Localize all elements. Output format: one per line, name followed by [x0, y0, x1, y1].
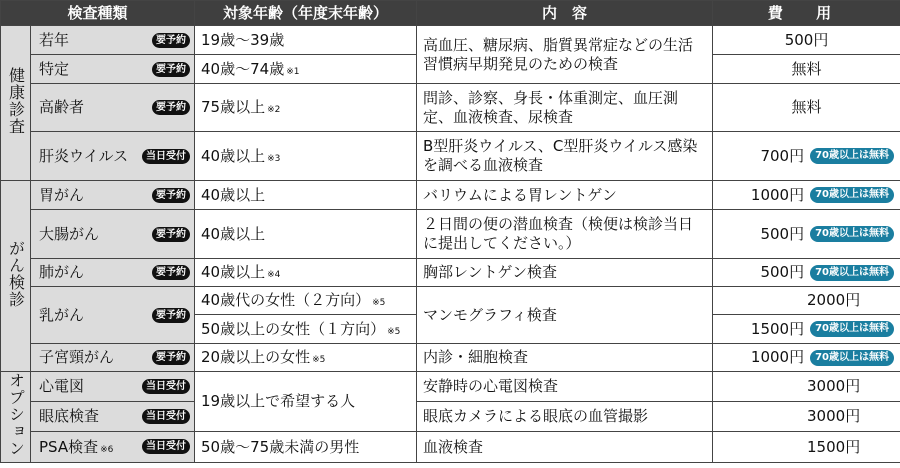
table-row: [1, 132, 900, 181]
reservation-badge: 要予約: [152, 100, 190, 115]
same-day-badge: 当日受付: [142, 149, 190, 164]
row-name-stomach: 胃がん 要予約: [31, 181, 195, 210]
row-name-breast: 乳がん 要予約: [31, 287, 195, 344]
header-row: [1, 1, 900, 26]
header-content: 内 容: [417, 1, 713, 26]
fee-fundus: 3000円: [713, 401, 900, 432]
table-row: [1, 181, 900, 210]
fee-lung: 500円 70歳以上は無料: [713, 259, 900, 287]
row-name-ecg: 心電図 当日受付: [31, 372, 195, 402]
content-stomach: バリウムによる胃レントゲン: [417, 181, 713, 210]
row-name-lung: 肺がん 要予約: [31, 259, 195, 287]
age-lung: 40歳以上 ※4: [195, 259, 417, 287]
row-name-tokutei: 特定 要予約: [31, 55, 195, 84]
fee-breast-2: 1500円 70歳以上は無料: [713, 315, 900, 344]
free-70-badge: 70歳以上は無料: [810, 350, 894, 366]
reservation-badge: 要予約: [152, 62, 190, 77]
fee-colon: 500円 70歳以上は無料: [713, 210, 900, 259]
content-koreisha: 問診、診察、身長・体重測定、血圧測定、血液検査、尿検査: [417, 84, 713, 132]
free-70-badge: 70歳以上は無料: [810, 148, 894, 164]
age-hepatitis: 40歳以上 ※3: [195, 132, 417, 181]
table-row: [1, 344, 900, 372]
free-70-badge: 70歳以上は無料: [810, 187, 894, 203]
free-70-badge: 70歳以上は無料: [810, 321, 894, 337]
content-health-1: 高血圧、糖尿病、脂質異常症などの生活習慣病早期発見のための検査: [417, 26, 713, 84]
content-breast: マンモグラフィ検査: [417, 287, 713, 344]
category-option: オプション: [1, 372, 31, 463]
fee-ecg: 3000円: [713, 372, 900, 402]
category-health: 健康診査: [1, 26, 31, 181]
header-age: 対象年齢（年度末年齢）: [195, 1, 417, 26]
content-ecg: 安静時の心電図検査: [417, 372, 713, 402]
content-fundus: 眼底カメラによる眼底の血管撮影: [417, 401, 713, 432]
table-row: [1, 26, 900, 55]
same-day-badge: 当日受付: [142, 379, 190, 394]
content-lung: 胸部レントゲン検査: [417, 259, 713, 287]
free-70-badge: 70歳以上は無料: [810, 226, 894, 242]
reservation-badge: 要予約: [152, 265, 190, 280]
content-hepatitis: B型肝炎ウイルス、C型肝炎ウイルス感染を調べる血液検査: [417, 132, 713, 181]
table-row: [1, 84, 900, 132]
reservation-badge: 要予約: [152, 188, 190, 203]
fee-koreisha: 無料: [713, 84, 900, 132]
header-fee: 費 用: [713, 1, 900, 26]
same-day-badge: 当日受付: [142, 439, 190, 454]
age-breast-1: 40歳代の女性（２方向） ※5: [195, 287, 417, 315]
fee-tokutei: 無料: [713, 55, 900, 84]
fee-stomach: 1000円 70歳以上は無料: [713, 181, 900, 210]
reservation-badge: 要予約: [152, 308, 190, 323]
table-row: [1, 432, 900, 463]
reservation-badge: 要予約: [152, 350, 190, 365]
free-70-badge: 70歳以上は無料: [810, 265, 894, 281]
table-row: [1, 372, 900, 402]
row-name-wakane: 若年 要予約: [31, 26, 195, 55]
fee-breast-1: 2000円: [713, 287, 900, 315]
age-tokutei: 40歳～74歳 ※1: [195, 55, 417, 84]
content-colon: ２日間の便の潜血検査（検便は検診当日に提出してください。）: [417, 210, 713, 259]
age-cervical: 20歳以上の女性 ※5: [195, 344, 417, 372]
same-day-badge: 当日受付: [142, 409, 190, 424]
content-cervical: 内診・細胞検査: [417, 344, 713, 372]
reservation-badge: 要予約: [152, 33, 190, 48]
age-option: 19歳以上で希望する人: [195, 372, 417, 432]
row-name-hepatitis: 肝炎ウイルス 当日受付: [31, 132, 195, 181]
age-wakane: 19歳～39歳: [195, 26, 417, 55]
fee-wakane: 500円: [713, 26, 900, 55]
header-type: 検査種類: [1, 1, 195, 26]
category-cancer: がん検診: [1, 181, 31, 372]
table-row: [1, 259, 900, 287]
table-row: [1, 401, 900, 432]
age-colon: 40歳以上: [195, 210, 417, 259]
age-koreisha: 75歳以上 ※2: [195, 84, 417, 132]
fee-hepatitis: 700円 70歳以上は無料: [713, 132, 900, 181]
row-name-colon: 大腸がん 要予約: [31, 210, 195, 259]
age-breast-2: 50歳以上の女性（１方向） ※5: [195, 315, 417, 344]
age-stomach: 40歳以上: [195, 181, 417, 210]
row-name-koreisha: 高齢者 要予約: [31, 84, 195, 132]
table-row: [1, 210, 900, 259]
fee-cervical: 1000円 70歳以上は無料: [713, 344, 900, 372]
fee-psa: 1500円: [713, 432, 900, 463]
row-name-psa: PSA検査 ※6 当日受付: [31, 432, 195, 463]
row-name-cervical: 子宮頸がん 要予約: [31, 344, 195, 372]
reservation-badge: 要予約: [152, 227, 190, 242]
age-psa: 50歳～75歳未満の男性: [195, 432, 417, 463]
table-row: [1, 287, 900, 315]
row-name-fundus: 眼底検査 当日受付: [31, 401, 195, 432]
content-psa: 血液検査: [417, 432, 713, 463]
